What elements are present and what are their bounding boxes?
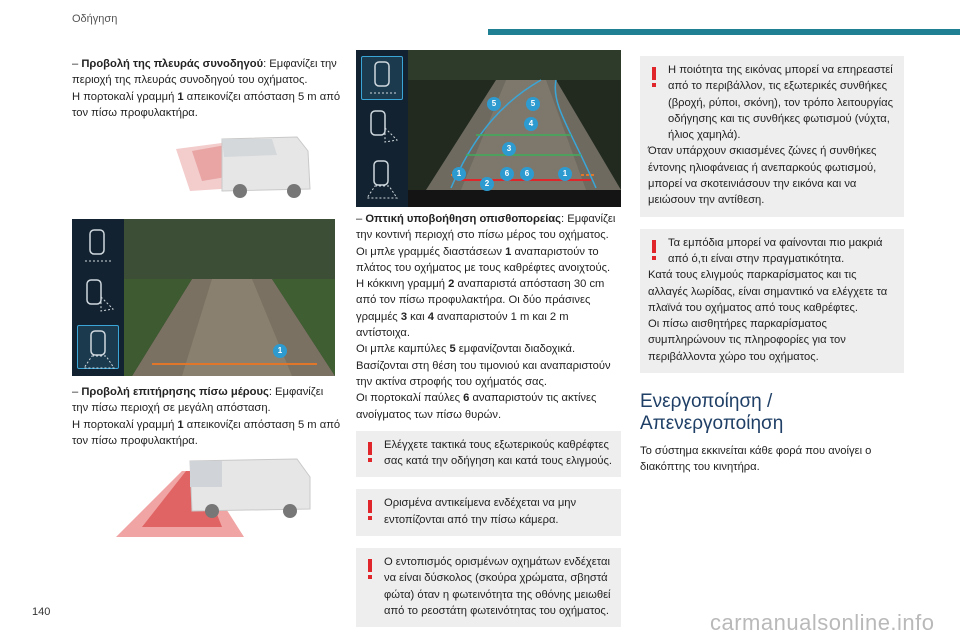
marker-5-right: 5	[526, 97, 540, 111]
blue-lines-text: Οι μπλε γραμμές διαστάσεων 1 αναπαριστούν το πλάτος του οχήματος με τους καθρέφτες ανοιχτούς.	[356, 245, 611, 274]
warning-panel-objects	[356, 489, 621, 536]
warning-text-continued: Όταν υπάρχουν σκιασμένες ζώνες ή συνθήκες έντονης ηλιοφάνειας ή ανεπαρκούς φωτισμού, μπορεί να σκοτεινιάσουν την εικόνα και να μειώσουν την αντίθεση.	[648, 145, 877, 207]
warning-icon	[366, 441, 374, 463]
passenger-side-van-illustration	[72, 131, 342, 211]
passenger-orange-line-text: Η πορτοκαλί γραμμή 1 απεικονίζει απόσταση 5 m από τον πίσω προφυλακτήρα.	[72, 90, 341, 119]
camera-view-selector	[72, 219, 124, 376]
warning-text: Τα εμπόδια μπορεί να φαίνονται πιο μακριά από ό,τι είναι στην πραγματικότητα.	[668, 236, 883, 265]
warning-text: Ορισμένα αντικείμενα ενδέχεται να μην εντοπίζονται από την πίσω κάμερα.	[384, 497, 577, 526]
reversing-assist-text: – Οπτική υποβοήθηση οπισθοπορείας: Εμφανίζει την κοντινή περιοχή στο πίσω μέρος του οχήματος.	[356, 213, 616, 242]
side-view-icon	[77, 275, 119, 319]
warning-text: Ο εντοπισμός ορισμένων οχημάτων ενδέχεται να είναι δύσκολος (σκούρα χρώματα, σβηστά φώτα) όταν η φωτεινότητα της οθόνης μειωθεί από το ρεοστάτη φωτεινότητας του οχήματος.	[384, 556, 611, 617]
warning-icon	[650, 239, 658, 261]
rear-view-icon	[361, 56, 403, 100]
warning-panel-brightness	[356, 548, 621, 627]
orange-dashes-text: Οι πορτοκαλί παύλες 6 αναπαριστούν τις ακτίνες ανοίγματος των πίσω θυρών.	[356, 392, 597, 421]
reversing-camera-image	[356, 50, 621, 207]
marker-6-right: 6	[520, 167, 534, 181]
warning-text-sensors: Οι πίσω αισθητήρες παρκαρίσματος συμπληρώνουν τις πληροφορίες για τον περιβάλλοντα χώρο του οχήματος.	[648, 318, 846, 363]
blue-curves-text: Οι μπλε καμπύλες 5 εμφανίζονται διαδοχικά. Βασίζονται στη θέση του τιμονιού και αναπαριστούν την ακτίνα στροφής του οχήματός σας.	[356, 343, 611, 388]
column-3	[640, 56, 904, 476]
long-range-view-icon	[77, 325, 119, 369]
warning-text-continued: Κατά τους ελιγμούς παρκαρίσματος και τις αλλαγές λωρίδας, είναι σημαντικό να ελέγχετε τα πλαϊνά του οχήματος από τους καθρέφτες.	[648, 269, 888, 314]
camera-view-selector	[356, 50, 408, 207]
warning-panel-mirrors	[356, 431, 621, 478]
marker-2: 2	[480, 177, 494, 191]
marker-5-left: 5	[487, 97, 501, 111]
warning-panel-obstacles	[640, 229, 904, 373]
marker-1-left: 1	[452, 167, 466, 181]
warning-panel-image-quality	[640, 56, 904, 217]
rear-view-icon	[77, 225, 119, 269]
warning-text: Ελέγχετε τακτικά τους εξωτερικούς καθρέφτες σας κατά την οδήγηση και κατά τους ελιγμούς.	[384, 438, 613, 468]
column-2	[356, 50, 621, 627]
warning-icon	[366, 558, 374, 580]
watermark: carmanualsonline.info	[710, 610, 935, 635]
red-green-lines-text: Η κόκκινη γραμμή 2 αναπαριστά απόσταση 30 cm από τον πίσω προφυλακτήρα. Οι δύο πράσινες γραμμές 3 και 4 αναπαριστούν 1 m και 2 m αντίστοιχα.	[356, 278, 605, 340]
side-view-icon	[361, 106, 403, 150]
marker-6-left: 6	[500, 167, 514, 181]
marker-1-right: 1	[558, 167, 572, 181]
long-range-view-icon	[361, 156, 403, 200]
passenger-view-text: – Προβολή της πλευράς συνοδηγού: Εμφανίζει την περιοχή της πλευράς συνοδηγού του οχήματος.	[72, 58, 337, 87]
rear-long-range-camera-image	[72, 219, 335, 376]
section-heading: Ενεργοποίηση / Απενεργοποίηση	[640, 391, 784, 435]
warning-icon	[650, 66, 658, 88]
marker-3: 3	[502, 142, 516, 156]
rear-orange-line-text: Η πορτοκαλί γραμμή 1 απεικονίζει απόσταση 5 m από τον πίσω προφυλακτήρα.	[72, 418, 341, 448]
activation-text: Το σύστημα εκκινείται κάθε φορά που ανοίγει ο διακόπτης του κινητήρα.	[640, 445, 872, 474]
warning-icon	[366, 499, 374, 521]
page-number: 140	[32, 606, 51, 618]
header-accent-bar	[488, 29, 960, 35]
marker-1: 1	[273, 344, 287, 358]
section-title: Οδήγηση	[72, 13, 118, 25]
warning-text: Η ποιότητα της εικόνας μπορεί να επηρεαστεί από το περιβάλλον, τις εξωτερικές συνθήκες (βροχή, ρύποι, σκόνη), τον τρόπο λειτουργίας οδήγησης και τις συνθήκες φωτισμού (νύχτα, ήλιος χαμηλά).	[668, 64, 893, 142]
rear-monitoring-text: – Προβολή επιτήρησης πίσω μέρους: Εμφανίζει την πίσω περιοχή σε μεγάλη απόσταση.	[72, 386, 324, 415]
rear-view-van-illustration	[72, 457, 342, 537]
column-1	[72, 56, 342, 537]
marker-4: 4	[524, 117, 538, 131]
